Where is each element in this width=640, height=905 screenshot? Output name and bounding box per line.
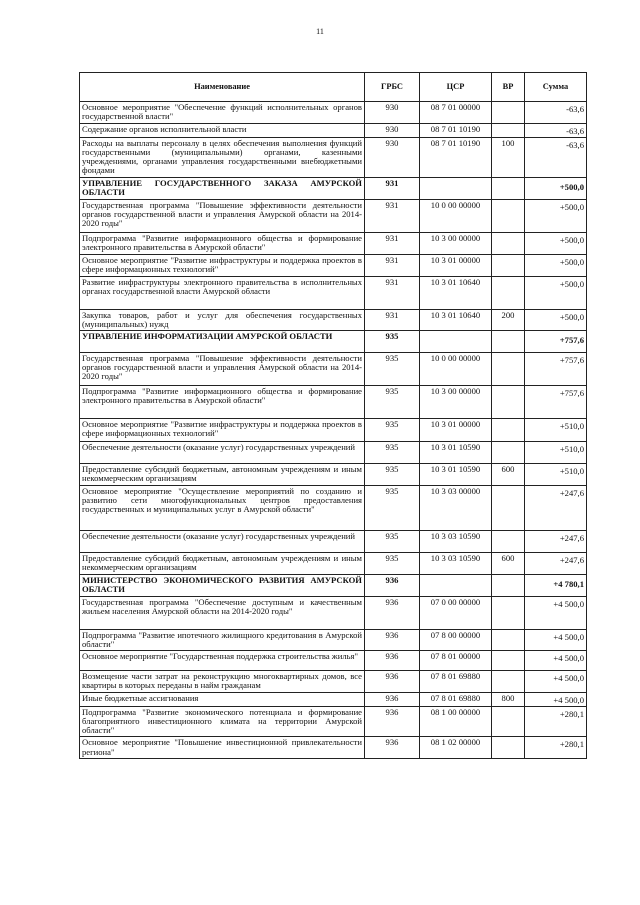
cell-name: Предоставление субсидий бюджетным, автономным учреждениям и иным некоммерческим организациям bbox=[80, 463, 365, 485]
cell-vr bbox=[492, 352, 525, 385]
cell-vr: 800 bbox=[492, 692, 525, 706]
cell-grbs: 936 bbox=[365, 650, 420, 670]
cell-sum: +510,0 bbox=[525, 441, 587, 463]
cell-sum: +757,6 bbox=[525, 330, 587, 352]
table-row bbox=[80, 485, 587, 530]
table-row bbox=[80, 596, 587, 629]
cell-grbs: 935 bbox=[365, 485, 420, 530]
table-row bbox=[80, 138, 587, 177]
cell-csr: 10 3 03 10590 bbox=[420, 530, 492, 552]
cell-grbs: 936 bbox=[365, 629, 420, 650]
cell-sum: +500,0 bbox=[525, 254, 587, 276]
cell-vr: 600 bbox=[492, 463, 525, 485]
cell-csr bbox=[420, 574, 492, 596]
cell-grbs: 935 bbox=[365, 552, 420, 574]
cell-vr bbox=[492, 177, 525, 199]
cell-sum: +500,0 bbox=[525, 177, 587, 199]
cell-sum: +500,0 bbox=[525, 309, 587, 330]
cell-grbs: 930 bbox=[365, 102, 420, 124]
cell-csr: 10 0 00 00000 bbox=[420, 352, 492, 385]
cell-sum: +247,6 bbox=[525, 485, 587, 530]
table-row bbox=[80, 309, 587, 330]
table-row bbox=[80, 441, 587, 463]
cell-vr bbox=[492, 199, 525, 232]
cell-csr: 10 3 01 00000 bbox=[420, 418, 492, 441]
cell-sum: +500,0 bbox=[525, 199, 587, 232]
table-row bbox=[80, 629, 587, 650]
cell-csr: 10 3 03 10590 bbox=[420, 552, 492, 574]
cell-grbs: 931 bbox=[365, 177, 420, 199]
cell-name: Расходы на выплаты персоналу в целях обеспечения выполнения функций государственными (муниципальными) органами, казенными учреждениями, органами управления государственными внебюджетными фондами bbox=[80, 138, 365, 177]
cell-name: Развитие инфраструктуры электронного правительства в исполнительных органах государственной власти Амурской области bbox=[80, 276, 365, 309]
cell-csr: 10 3 00 00000 bbox=[420, 232, 492, 254]
cell-grbs: 936 bbox=[365, 670, 420, 692]
table-header-row bbox=[80, 73, 587, 102]
cell-sum: +4 500,0 bbox=[525, 650, 587, 670]
cell-vr bbox=[492, 102, 525, 124]
cell-vr bbox=[492, 418, 525, 441]
cell-grbs: 936 bbox=[365, 596, 420, 629]
cell-vr bbox=[492, 441, 525, 463]
cell-grbs: 935 bbox=[365, 530, 420, 552]
cell-sum: +280,1 bbox=[525, 707, 587, 737]
cell-sum: +500,0 bbox=[525, 276, 587, 309]
table-row bbox=[80, 102, 587, 124]
cell-name: Государственная программа "Повышение эффективности деятельности органов государственной власти и управления Амурской области на 2014-2020 годы" bbox=[80, 199, 365, 232]
cell-name: Обеспечение деятельности (оказание услуг) государственных учреждений bbox=[80, 530, 365, 552]
cell-csr: 07 8 01 69880 bbox=[420, 670, 492, 692]
cell-name: Содержание органов исполнительной власти bbox=[80, 124, 365, 138]
cell-sum: +500,0 bbox=[525, 232, 587, 254]
cell-grbs: 936 bbox=[365, 707, 420, 737]
cell-name: Обеспечение деятельности (оказание услуг) государственных учреждений bbox=[80, 441, 365, 463]
cell-sum: +510,0 bbox=[525, 418, 587, 441]
table-row bbox=[80, 530, 587, 552]
cell-csr: 10 3 01 10640 bbox=[420, 276, 492, 309]
cell-vr: 600 bbox=[492, 552, 525, 574]
table-row bbox=[80, 199, 587, 232]
table-row bbox=[80, 330, 587, 352]
cell-vr bbox=[492, 385, 525, 418]
table-row bbox=[80, 707, 587, 737]
header-vr: ВР bbox=[492, 73, 525, 102]
cell-sum: +4 780,1 bbox=[525, 574, 587, 596]
cell-name: Подпрограмма "Развитие ипотечного жилищного кредитования в Амурской области" bbox=[80, 629, 365, 650]
header-csr: ЦСР bbox=[420, 73, 492, 102]
cell-grbs: 935 bbox=[365, 463, 420, 485]
cell-csr: 07 8 00 00000 bbox=[420, 629, 492, 650]
table-row bbox=[80, 463, 587, 485]
cell-vr bbox=[492, 629, 525, 650]
cell-csr: 10 3 01 10640 bbox=[420, 309, 492, 330]
cell-name: Государственная программа "Повышение эффективности деятельности органов государственной власти и управления Амурской области на 2014-2020 годы" bbox=[80, 352, 365, 385]
table-row bbox=[80, 574, 587, 596]
cell-vr bbox=[492, 232, 525, 254]
cell-grbs: 931 bbox=[365, 232, 420, 254]
cell-csr: 07 0 00 00000 bbox=[420, 596, 492, 629]
cell-grbs: 936 bbox=[365, 737, 420, 759]
cell-name: Основное мероприятие "Развитие инфраструктуры и поддержка проектов в сфере информационных технологий" bbox=[80, 254, 365, 276]
cell-grbs: 930 bbox=[365, 124, 420, 138]
cell-grbs: 935 bbox=[365, 385, 420, 418]
cell-vr bbox=[492, 124, 525, 138]
table-row bbox=[80, 418, 587, 441]
cell-name: Предоставление субсидий бюджетным, автономным учреждениям и иным некоммерческим организациям bbox=[80, 552, 365, 574]
table-row bbox=[80, 177, 587, 199]
cell-vr bbox=[492, 650, 525, 670]
table-row bbox=[80, 552, 587, 574]
cell-sum: -63,6 bbox=[525, 124, 587, 138]
cell-name: Основное мероприятие "Осуществление мероприятий по созданию и развитию сети многофункциональных центров предоставления государственных и муниципальных услуг в Амурской области" bbox=[80, 485, 365, 530]
cell-csr: 10 0 00 00000 bbox=[420, 199, 492, 232]
cell-csr: 07 8 01 69880 bbox=[420, 692, 492, 706]
cell-vr bbox=[492, 574, 525, 596]
cell-name: Подпрограмма "Развитие информационного общества и формирование электронного правительства в Амурской области" bbox=[80, 232, 365, 254]
cell-grbs: 935 bbox=[365, 330, 420, 352]
cell-vr bbox=[492, 596, 525, 629]
cell-grbs: 936 bbox=[365, 574, 420, 596]
cell-grbs: 930 bbox=[365, 138, 420, 177]
cell-grbs: 931 bbox=[365, 309, 420, 330]
cell-grbs: 931 bbox=[365, 199, 420, 232]
cell-name: Основное мероприятие "Развитие инфраструктуры и поддержка проектов в сфере информационных технологий" bbox=[80, 418, 365, 441]
header-grbs: ГРБС bbox=[365, 73, 420, 102]
cell-csr: 10 3 00 00000 bbox=[420, 385, 492, 418]
header-sum: Сумма bbox=[525, 73, 587, 102]
cell-sum: +510,0 bbox=[525, 463, 587, 485]
table-row bbox=[80, 276, 587, 309]
table-row bbox=[80, 385, 587, 418]
cell-grbs: 935 bbox=[365, 418, 420, 441]
cell-sum: +280,1 bbox=[525, 737, 587, 759]
table-row bbox=[80, 232, 587, 254]
cell-sum: +757,6 bbox=[525, 385, 587, 418]
cell-sum: +247,6 bbox=[525, 530, 587, 552]
cell-vr bbox=[492, 330, 525, 352]
cell-vr bbox=[492, 737, 525, 759]
cell-sum: +4 500,0 bbox=[525, 670, 587, 692]
table-body bbox=[80, 102, 587, 759]
cell-csr bbox=[420, 330, 492, 352]
table-row bbox=[80, 254, 587, 276]
cell-name: Подпрограмма "Развитие экономического потенциала и формирование благоприятного инвестиционного климата на территории Амурской области" bbox=[80, 707, 365, 737]
table-row bbox=[80, 650, 587, 670]
cell-name: Государственная программа "Обеспечение доступным и качественным жильем населения Амурской области на 2014-2020 годы" bbox=[80, 596, 365, 629]
cell-name: Возмещение части затрат на реконструкцию многоквартирных домов, все квартиры в которых переданы в найм гражданам bbox=[80, 670, 365, 692]
cell-vr bbox=[492, 276, 525, 309]
table-row bbox=[80, 352, 587, 385]
cell-csr: 08 7 01 10190 bbox=[420, 124, 492, 138]
cell-vr bbox=[492, 254, 525, 276]
cell-csr: 08 7 01 10190 bbox=[420, 138, 492, 177]
cell-sum: +4 500,0 bbox=[525, 692, 587, 706]
cell-grbs: 935 bbox=[365, 441, 420, 463]
cell-csr bbox=[420, 177, 492, 199]
cell-sum: +247,6 bbox=[525, 552, 587, 574]
cell-name: МИНИСТЕРСТВО ЭКОНОМИЧЕСКОГО РАЗВИТИЯ АМУРСКОЙ ОБЛАСТИ bbox=[80, 574, 365, 596]
cell-name: Подпрограмма "Развитие информационного общества и формирование электронного правительства в Амурской области" bbox=[80, 385, 365, 418]
cell-csr: 07 8 01 00000 bbox=[420, 650, 492, 670]
cell-grbs: 931 bbox=[365, 276, 420, 309]
cell-sum: -63,6 bbox=[525, 138, 587, 177]
cell-name: Основное мероприятие "Обеспечение функций исполнительных органов государственной власти" bbox=[80, 102, 365, 124]
cell-sum: -63,6 bbox=[525, 102, 587, 124]
cell-name: УПРАВЛЕНИЕ ИНФОРМАТИЗАЦИИ АМУРСКОЙ ОБЛАСТИ bbox=[80, 330, 365, 352]
cell-name: Основное мероприятие "Государственная поддержка строительства жилья" bbox=[80, 650, 365, 670]
cell-name: УПРАВЛЕНИЕ ГОСУДАРСТВЕННОГО ЗАКАЗА АМУРСКОЙ ОБЛАСТИ bbox=[80, 177, 365, 199]
table-row bbox=[80, 692, 587, 706]
cell-vr bbox=[492, 530, 525, 552]
table-row bbox=[80, 737, 587, 759]
cell-csr: 10 3 01 10590 bbox=[420, 463, 492, 485]
table-row bbox=[80, 670, 587, 692]
cell-vr: 200 bbox=[492, 309, 525, 330]
cell-csr: 08 1 00 00000 bbox=[420, 707, 492, 737]
cell-vr bbox=[492, 670, 525, 692]
cell-grbs: 931 bbox=[365, 254, 420, 276]
header-name: Наименование bbox=[80, 73, 365, 102]
cell-grbs: 935 bbox=[365, 352, 420, 385]
cell-vr: 100 bbox=[492, 138, 525, 177]
cell-csr: 10 3 01 10590 bbox=[420, 441, 492, 463]
page-number: 11 bbox=[316, 27, 324, 36]
cell-csr: 10 3 03 00000 bbox=[420, 485, 492, 530]
cell-vr bbox=[492, 485, 525, 530]
cell-csr: 08 1 02 00000 bbox=[420, 737, 492, 759]
table-row bbox=[80, 124, 587, 138]
cell-name: Закупка товаров, работ и услуг для обеспечения государственных (муниципальных) нужд bbox=[80, 309, 365, 330]
budget-table bbox=[79, 72, 587, 759]
cell-csr: 08 7 01 00000 bbox=[420, 102, 492, 124]
cell-vr bbox=[492, 707, 525, 737]
cell-name: Иные бюджетные ассигнования bbox=[80, 692, 365, 706]
cell-sum: +4 500,0 bbox=[525, 629, 587, 650]
cell-csr: 10 3 01 00000 bbox=[420, 254, 492, 276]
cell-sum: +4 500,0 bbox=[525, 596, 587, 629]
cell-grbs: 936 bbox=[365, 692, 420, 706]
cell-sum: +757,6 bbox=[525, 352, 587, 385]
cell-name: Основное мероприятие "Повышение инвестиционной привлекательности региона" bbox=[80, 737, 365, 759]
